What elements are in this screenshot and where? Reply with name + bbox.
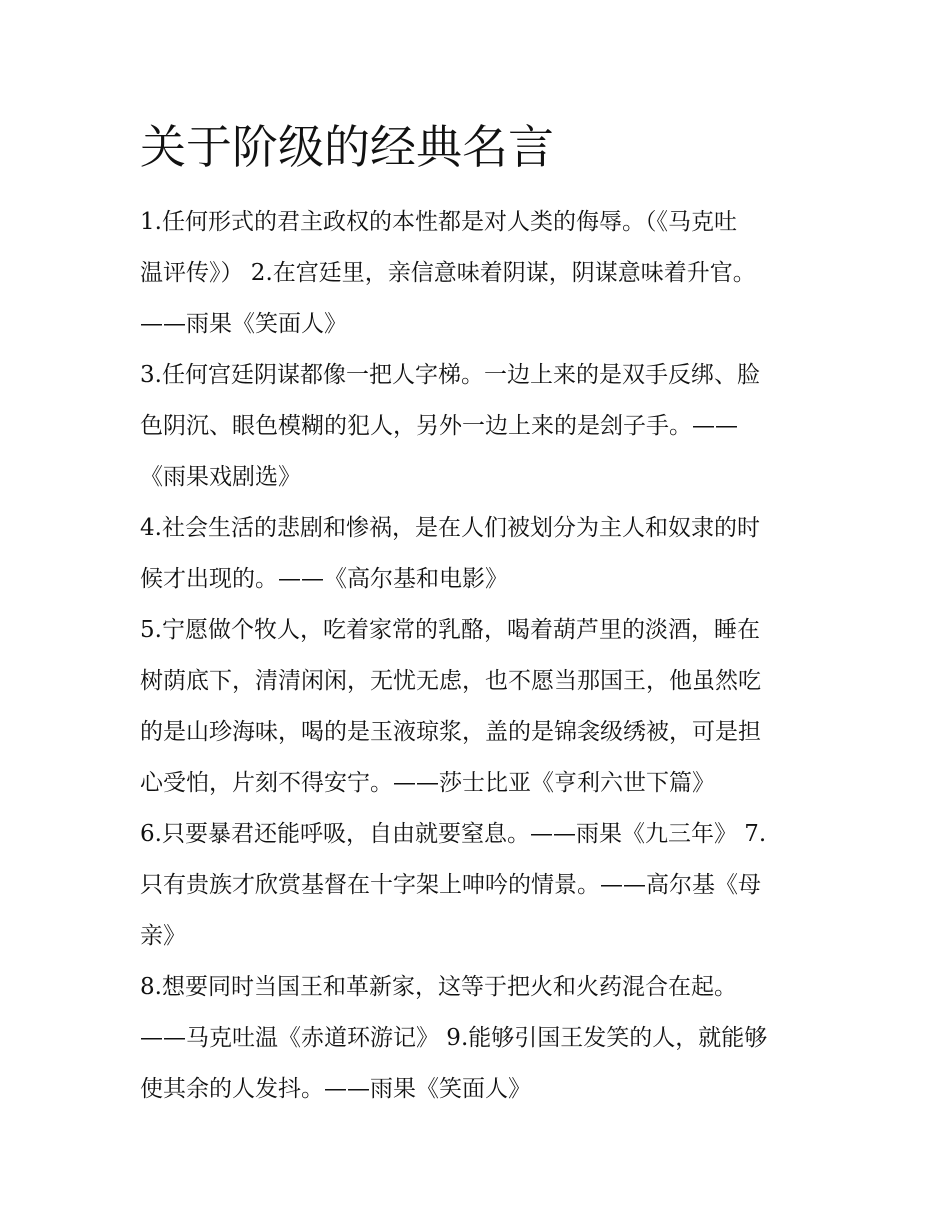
text-line: 心受怕，片刻不得安宁。——莎士比亚《亨利六世下篇》 <box>140 770 715 796</box>
text-line: ——雨果《笑面人》 <box>140 311 347 337</box>
text-line: 候才出现的。——《高尔基和电影》 <box>140 566 508 592</box>
text-line: 8.想要同时当国王和革新家，这等于把火和火药混合在起。 <box>140 974 737 1000</box>
text-line: 的是山珍海味，喝的是玉液琼浆，盖的是锦衾级绣被，可是担 <box>140 719 761 745</box>
text-line: 只有贵族才欣赏基督在十字架上呻吟的情景。——高尔基《母 <box>140 872 761 898</box>
text-line: 亲》 <box>140 923 186 949</box>
text-line: 树荫底下，清清闲闲，无忧无虑，也不愿当那国王，他虽然吃 <box>140 668 761 694</box>
text-line: ——马克吐温《赤道环游记》 9.能够引国王发笑的人，就能够 <box>140 1025 768 1051</box>
text-line: 使其余的人发抖。——雨果《笑面人》 <box>140 1076 531 1102</box>
text-line: 6.只要暴君还能呼吸，自由就要窒息。——雨果《九三年》 7. <box>140 821 767 847</box>
text-line: 4.社会生活的悲剧和惨祸，是在人们被划分为主人和奴隶的时 <box>140 515 760 541</box>
text-line: 色阴沉、眼色模糊的犯人，另外一边上来的是刽子手。—— <box>140 413 738 439</box>
text-line: 温评传》） 2.在宫廷里，亲信意味着阴谋，阴谋意味着升官。 <box>140 260 756 286</box>
text-line: 3.任何宫廷阴谋都像一把人字梯。一边上来的是双手反绑、脸 <box>140 362 760 388</box>
page-title: 关于阶级的经典名言 <box>140 120 554 174</box>
text-line: 1.任何形式的君主政权的本性都是对人类的侮辱。（《马克吐 <box>140 209 737 235</box>
text-line: 《雨果戏剧选》 <box>140 464 301 490</box>
text-line: 5.宁愿做个牧人，吃着家常的乳酪，喝着葫芦里的淡酒，睡在 <box>140 617 760 643</box>
